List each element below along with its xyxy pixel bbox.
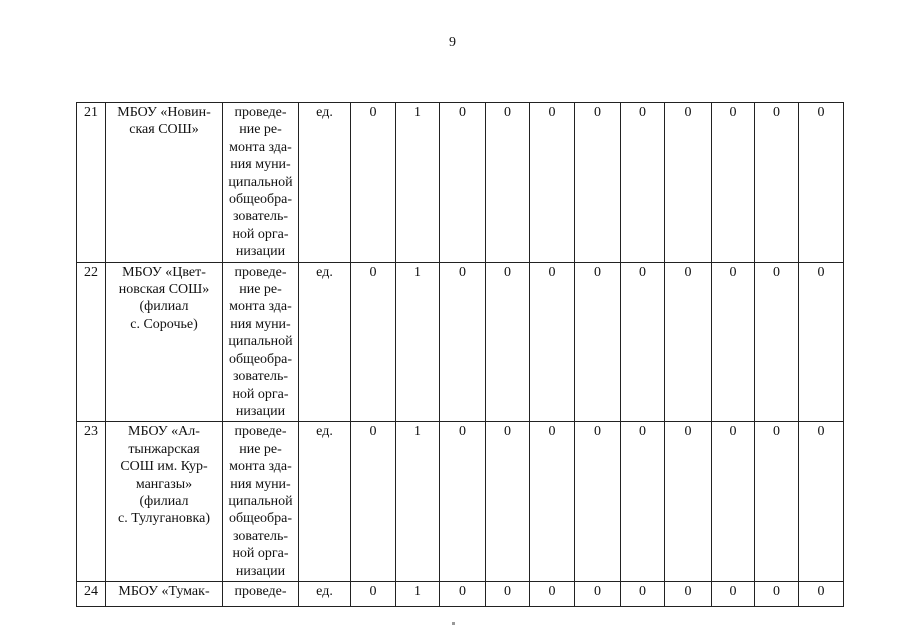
value-cell	[351, 581, 396, 606]
value-cell: 0	[799, 103, 844, 263]
value-cell	[530, 581, 575, 606]
page-number: 9	[449, 35, 456, 50]
value-cell-text: 0	[773, 583, 780, 599]
unit-of-measure-text: ед.	[316, 583, 333, 599]
table-row	[77, 422, 844, 582]
unit-of-measure: ед.	[299, 103, 351, 263]
value-cell	[621, 581, 665, 606]
value-cell: 0	[351, 262, 396, 422]
value-cell-text: 1	[414, 583, 421, 599]
unit-of-measure: ед.	[299, 262, 351, 422]
table-row	[77, 103, 844, 263]
value-cell: 0	[575, 422, 621, 582]
value-cell: 0	[440, 262, 486, 422]
value-cell: 0	[486, 262, 530, 422]
value-cell: 0	[799, 422, 844, 582]
value-cell: 0	[621, 422, 665, 582]
value-cell: 0	[351, 103, 396, 263]
activity-description-text: проведе-	[234, 583, 287, 599]
table-row	[77, 581, 844, 606]
organization-name: МБОУ «Ал- тынжарская СОШ им. Кур- мангазы» (филиал с. Тулугановка)	[106, 422, 223, 582]
value-cell	[755, 581, 799, 606]
value-cell: 0	[351, 422, 396, 582]
value-cell: 0	[665, 422, 712, 582]
value-cell	[396, 581, 440, 606]
value-cell: 0	[755, 103, 799, 263]
value-cell: 0	[621, 103, 665, 263]
value-cell: 0	[575, 262, 621, 422]
value-cell: 0	[530, 422, 575, 582]
value-cell: 0	[665, 103, 712, 263]
value-cell	[440, 581, 486, 606]
value-cell-text: 0	[729, 583, 737, 599]
organization-name: МБОУ «Новин- ская СОШ»	[106, 103, 223, 263]
value-cell-text: 0	[639, 583, 646, 599]
data-table	[76, 102, 844, 607]
activity-description	[223, 581, 299, 606]
row-number: 21	[77, 103, 106, 263]
scan-artifact-dot	[452, 622, 455, 625]
value-cell-text: 0	[594, 583, 601, 599]
value-cell: 0	[799, 262, 844, 422]
row-number	[77, 581, 106, 606]
value-cell-text: 0	[548, 583, 556, 599]
activity-description: проведе- ние ре- монта зда- ния муни- ципальной общеобра- зователь- ной орга- низации	[223, 103, 299, 263]
value-cell: 0	[712, 422, 755, 582]
value-cell: 0	[486, 422, 530, 582]
value-cell	[665, 581, 712, 606]
value-cell: 0	[530, 103, 575, 263]
table-row	[77, 262, 844, 422]
value-cell: 0	[575, 103, 621, 263]
activity-description: проведе- ние ре- монта зда- ния муни- ципальной общеобра- зователь- ной орга- низации	[223, 262, 299, 422]
value-cell: 0	[665, 262, 712, 422]
value-cell-text: 0	[504, 583, 511, 599]
value-cell: 0	[755, 422, 799, 582]
value-cell: 0	[621, 262, 665, 422]
unit-of-measure: ед.	[299, 422, 351, 582]
value-cell	[575, 581, 621, 606]
value-cell-text: 0	[459, 583, 466, 599]
organization-name: МБОУ «Цвет- новская СОШ» (филиал с. Сорочье)	[106, 262, 223, 422]
value-cell: 0	[440, 422, 486, 582]
value-cell-text: 0	[684, 583, 692, 599]
value-cell-text: 0	[369, 583, 377, 599]
value-cell: 1	[396, 262, 440, 422]
organization-name	[106, 581, 223, 606]
value-cell-text: 0	[817, 583, 825, 599]
value-cell: 0	[486, 103, 530, 263]
value-cell: 0	[530, 262, 575, 422]
value-cell	[799, 581, 844, 606]
value-cell: 0	[712, 103, 755, 263]
organization-name-text: МБОУ «Тумак-	[118, 583, 210, 599]
unit-of-measure	[299, 581, 351, 606]
row-number-text: 24	[84, 583, 98, 599]
value-cell: 0	[440, 103, 486, 263]
value-cell: 0	[755, 262, 799, 422]
activity-description: проведе- ние ре- монта зда- ния муни- ципальной общеобра- зователь- ной орга- низации	[223, 422, 299, 582]
value-cell: 1	[396, 103, 440, 263]
value-cell: 0	[712, 262, 755, 422]
value-cell: 1	[396, 422, 440, 582]
value-cell	[486, 581, 530, 606]
value-cell	[712, 581, 755, 606]
row-number: 23	[77, 422, 106, 582]
row-number: 22	[77, 262, 106, 422]
